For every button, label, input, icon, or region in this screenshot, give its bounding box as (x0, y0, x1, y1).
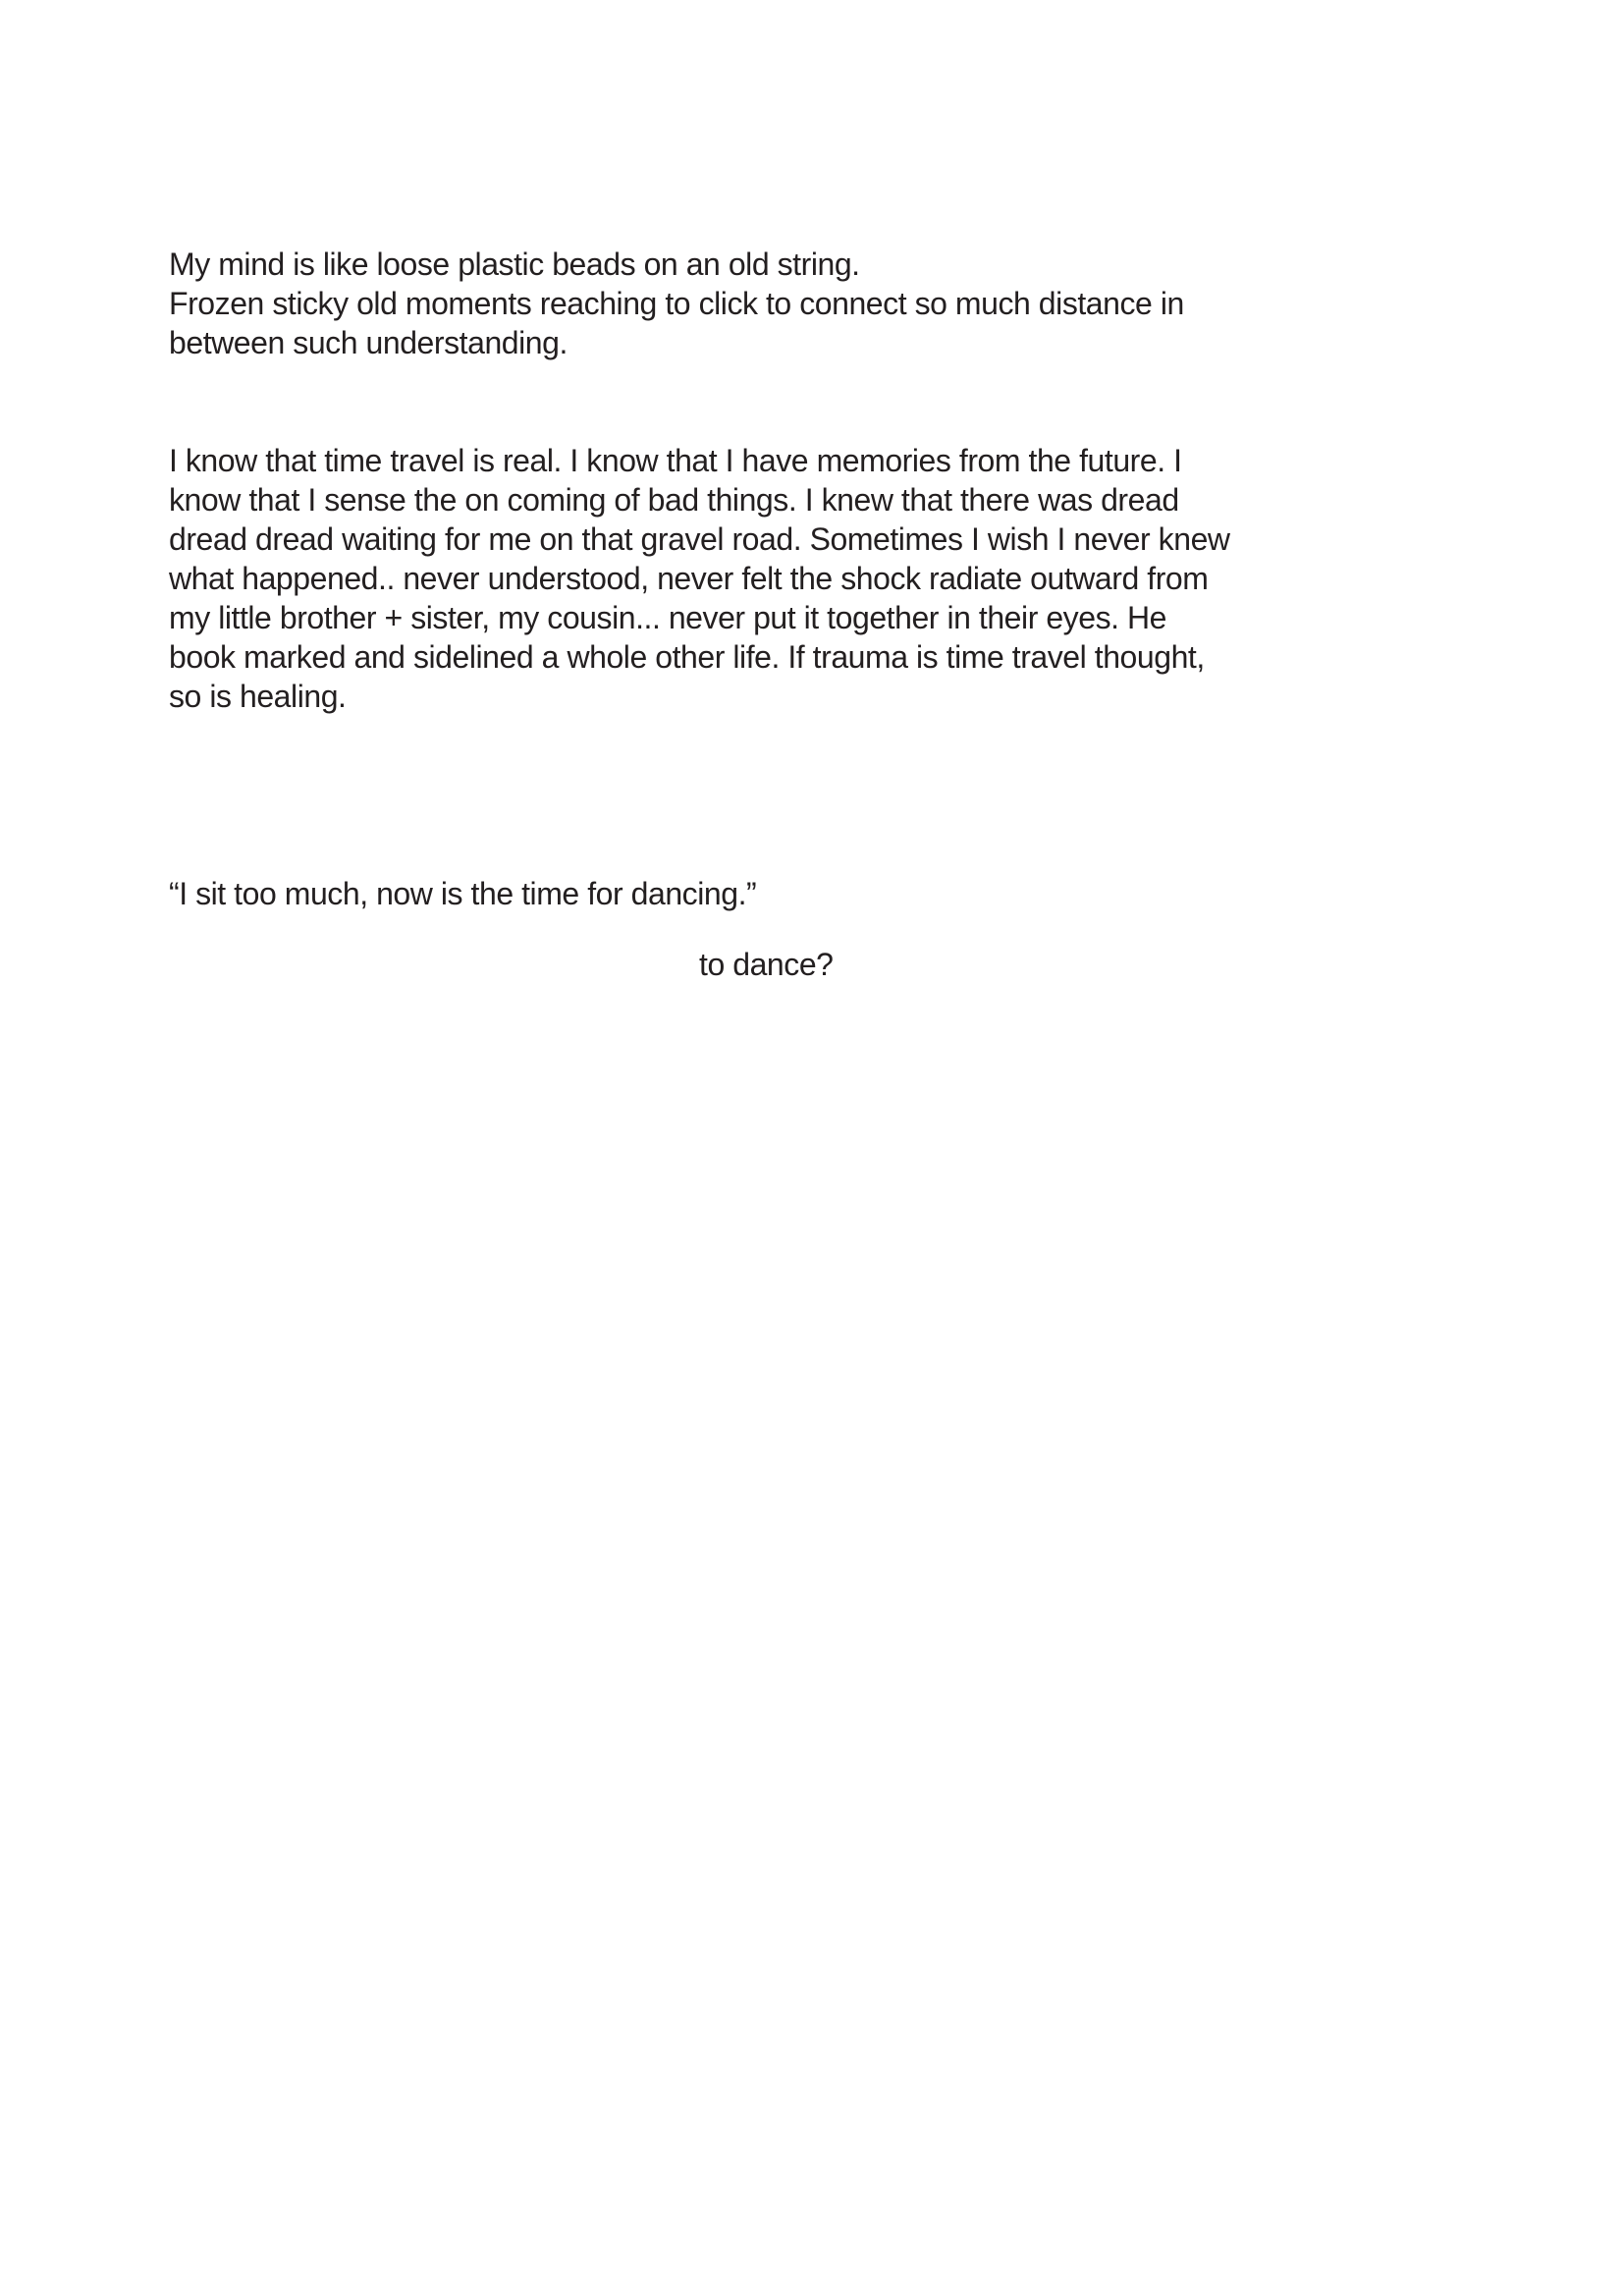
paragraph-line: my little brother + sister, my cousin... never put it together in their eyes. He (169, 600, 1167, 635)
paragraph-line: know that I sense the on coming of bad things. I knew that there was dread (169, 482, 1179, 518)
paragraph-line: I know that time travel is real. I know that I have memories from the future. I (169, 443, 1182, 478)
paragraph-line: book marked and sidelined a whole other life. If trauma is time travel thought, (169, 639, 1205, 675)
quote-text: “I sit too much, now is the time for dancing.” (169, 876, 757, 911)
paragraph-time-travel (169, 441, 1230, 716)
paragraph-line: Frozen sticky old moments reaching to click to connect so much distance in (169, 286, 1184, 321)
quote-followup: to dance? (699, 947, 834, 982)
paragraph-line: dread dread waiting for me on that gravel road. Sometimes I wish I never knew (169, 521, 1230, 557)
paragraph-line: between such understanding. (169, 325, 568, 360)
paragraph-beads (169, 245, 1184, 362)
paragraph-line: My mind is like loose plastic beads on an old string. (169, 246, 860, 282)
paragraph-line: what happened.. never understood, never felt the shock radiate outward from (169, 561, 1209, 596)
paragraph-line: so is healing. (169, 679, 347, 714)
